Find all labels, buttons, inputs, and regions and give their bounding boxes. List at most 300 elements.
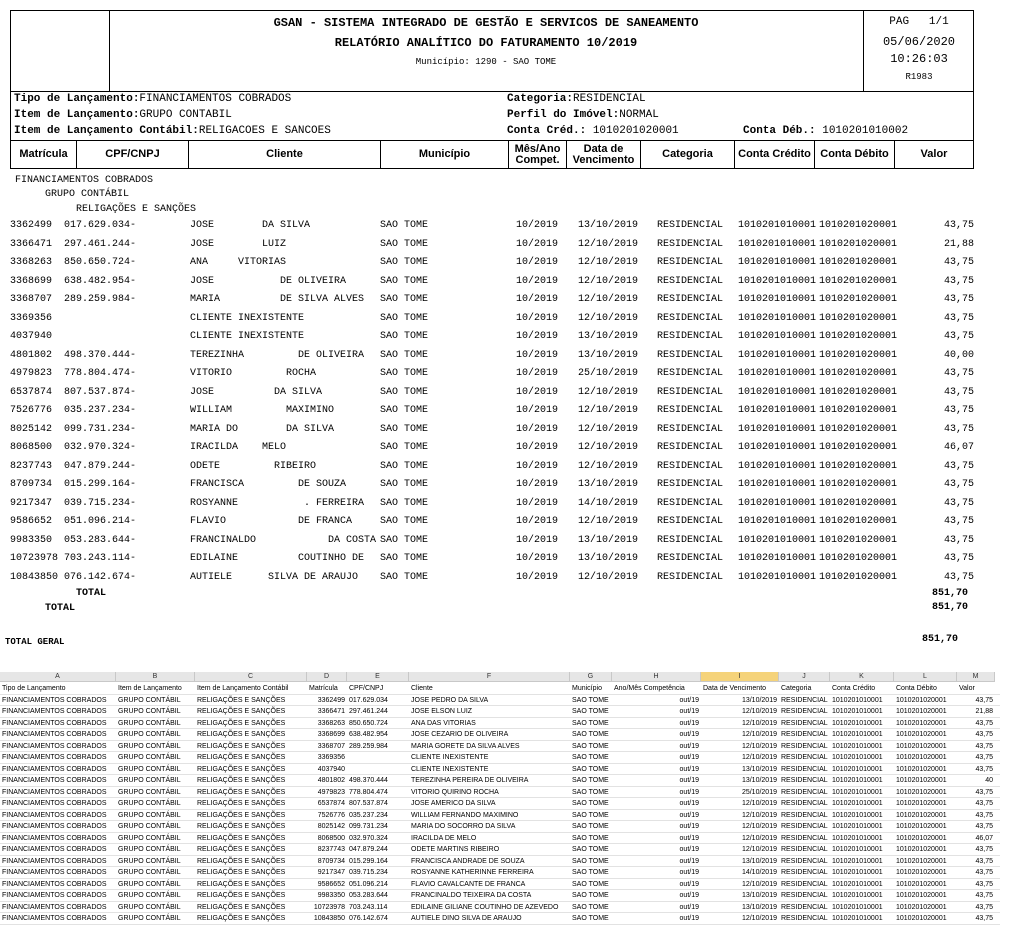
spreadsheet-cell[interactable]: 1010201020001 — [896, 696, 947, 704]
spreadsheet-cell[interactable]: 13/10/2019 — [741, 696, 777, 704]
report-cell: 1010201020001 — [819, 516, 898, 527]
spreadsheet-cell[interactable]: 43,75 — [975, 696, 993, 704]
spreadsheet-cell[interactable]: 43,75 — [975, 915, 993, 922]
spreadsheet-cell[interactable]: 1010201010001 — [832, 857, 883, 865]
spreadsheet-cell[interactable]: RELIGAÇÕES E SANÇÕES — [197, 788, 286, 796]
spreadsheet-cell[interactable]: 12/10/2019 — [741, 846, 777, 853]
spreadsheet-cell[interactable]: FINANCIAMENTOS COBRADOS — [2, 742, 107, 750]
spreadsheet-cell[interactable]: 43,75 — [975, 788, 993, 796]
spreadsheet-cell[interactable]: ROSYANNE KATHERINNE FERREIRA — [411, 869, 534, 876]
spreadsheet-cell[interactable]: 1010201010001 — [832, 719, 883, 727]
spreadsheet-cell[interactable]: 1010201020001 — [896, 777, 947, 784]
spreadsheet-cell[interactable]: SAO TOME — [572, 915, 609, 922]
spreadsheet-cell[interactable]: 3366471 — [317, 708, 345, 715]
spreadsheet-cell[interactable]: 1010201010001 — [832, 777, 883, 784]
spreadsheet-cell[interactable]: 1010201020001 — [896, 915, 947, 922]
spreadsheet-cell[interactable]: out/19 — [679, 846, 699, 853]
spreadsheet-cell[interactable]: FINANCIAMENTOS COBRADOS — [2, 754, 107, 761]
spreadsheet-cell[interactable]: 1010201010001 — [832, 754, 883, 761]
spreadsheet-cell[interactable]: EDILAINE GILIANE COUTINHO DE AZEVEDO — [411, 903, 559, 911]
spreadsheet-cell[interactable]: RESIDENCIAL — [781, 788, 828, 796]
spreadsheet-cell[interactable]: FRANCINALDO TEIXEIRA DA COSTA — [411, 892, 532, 899]
spreadsheet-cell[interactable]: RELIGAÇÕES E SANÇÕES — [197, 915, 286, 922]
spreadsheet-cell[interactable]: 1010201010001 — [832, 869, 883, 876]
spreadsheet-cell[interactable]: 1010201020001 — [896, 869, 947, 876]
column-letter-b[interactable]: B — [116, 672, 195, 682]
report-cell: 1010201010001 — [738, 275, 817, 287]
spreadsheet-cell[interactable]: 10723978 — [313, 903, 345, 911]
column-letter-m[interactable]: M — [957, 672, 995, 682]
spreadsheet-cell[interactable]: 1010201020001 — [896, 811, 947, 819]
spreadsheet-cell[interactable]: out/19 — [679, 915, 699, 922]
spreadsheet-cell[interactable]: FINANCIAMENTOS COBRADOS — [2, 708, 107, 715]
column-letter-k[interactable]: K — [830, 672, 894, 682]
spreadsheet-cell[interactable]: 1010201020001 — [896, 846, 947, 853]
spreadsheet-cell[interactable]: 850.650.724 — [349, 719, 388, 727]
spreadsheet-cell[interactable]: 12/10/2019 — [741, 811, 777, 819]
spreadsheet-cell[interactable]: 1010201010001 — [832, 834, 883, 842]
spreadsheet-cell[interactable]: out/19 — [679, 742, 699, 750]
spreadsheet-cell[interactable]: 1010201020001 — [896, 754, 947, 761]
spreadsheet-cell[interactable]: CLIENTE INEXISTENTE — [411, 765, 489, 773]
spreadsheet-cell[interactable]: FINANCIAMENTOS COBRADOS — [2, 696, 107, 704]
spreadsheet-cell[interactable]: 1010201020001 — [896, 765, 947, 773]
column-letter-j[interactable]: J — [779, 672, 830, 682]
spreadsheet-cell[interactable]: SAO TOME — [572, 823, 609, 830]
spreadsheet-cell[interactable]: FINANCIAMENTOS COBRADOS — [2, 823, 107, 830]
spreadsheet-cell[interactable]: FINANCIAMENTOS COBRADOS — [2, 800, 107, 807]
spreadsheet-cell[interactable]: FINANCIAMENTOS COBRADOS — [2, 811, 107, 819]
spreadsheet-cell[interactable]: 1010201010001 — [832, 708, 883, 715]
spreadsheet-cell[interactable]: JOSE ELSON LUIZ — [411, 708, 473, 715]
spreadsheet-cell[interactable]: ANA DAS VITORIAS — [411, 719, 476, 727]
spreadsheet-cell[interactable]: 051.096.214 — [349, 880, 388, 888]
spreadsheet-cell[interactable]: 3368707 — [317, 742, 345, 750]
spreadsheet-cell[interactable]: out/19 — [679, 857, 699, 865]
spreadsheet-cell[interactable]: RESIDENCIAL — [781, 719, 828, 727]
spreadsheet-cell[interactable]: out/19 — [679, 708, 699, 715]
report-cell: 1010201010001 — [738, 553, 817, 564]
spreadsheet-cell[interactable]: 047.879.244 — [349, 846, 388, 853]
spreadsheet-cell[interactable]: 1010201010001 — [832, 811, 883, 819]
report-cell: 43,75 — [943, 516, 974, 527]
spreadsheet-cell[interactable]: 039.715.234 — [349, 869, 388, 876]
spreadsheet-cell[interactable]: 13/10/2019 — [741, 857, 777, 865]
spreadsheet-cell[interactable]: GRUPO CONTÁBIL — [118, 742, 181, 750]
spreadsheet-cell[interactable]: out/19 — [679, 788, 699, 796]
spreadsheet-cell[interactable]: RELIGAÇÕES E SANÇÕES — [197, 777, 286, 784]
spreadsheet-cell[interactable]: CLIENTE INEXISTENTE — [411, 754, 489, 761]
spreadsheet-cell[interactable]: SAO TOME — [572, 846, 609, 853]
spreadsheet-cell[interactable]: GRUPO CONTÁBIL — [118, 719, 181, 727]
spreadsheet-cell[interactable]: 43,75 — [975, 869, 993, 876]
spreadsheet-cell[interactable]: SAO TOME — [572, 857, 609, 865]
report-cell: RESIDENCIAL — [657, 553, 724, 564]
spreadsheet-cell[interactable]: 1010201020001 — [896, 731, 947, 738]
spreadsheet-cell[interactable]: 1010201020001 — [896, 719, 947, 727]
spreadsheet-cell[interactable]: 1010201020001 — [896, 788, 947, 796]
spreadsheet-cell[interactable]: GRUPO CONTÁBIL — [118, 915, 181, 922]
spreadsheet-cell[interactable]: RESIDENCIAL — [781, 754, 828, 761]
spreadsheet-cell[interactable]: GRUPO CONTÁBIL — [118, 708, 181, 715]
spreadsheet-cell[interactable]: Ano/Mês Competência — [614, 685, 685, 692]
spreadsheet-cell[interactable]: SAO TOME — [572, 788, 609, 796]
spreadsheet-cell[interactable]: out/19 — [679, 696, 699, 704]
spreadsheet-cell[interactable]: 778.804.474 — [349, 788, 388, 796]
spreadsheet-cell[interactable]: out/19 — [679, 880, 699, 888]
spreadsheet-cell[interactable]: GRUPO CONTÁBIL — [118, 834, 181, 842]
spreadsheet-cell[interactable]: 46,07 — [975, 834, 993, 842]
spreadsheet-cell[interactable]: RESIDENCIAL — [781, 846, 828, 853]
spreadsheet-cell[interactable]: RELIGAÇÕES E SANÇÕES — [197, 869, 286, 876]
spreadsheet-cell[interactable]: 43,75 — [975, 731, 993, 738]
spreadsheet-cell[interactable]: GRUPO CONTÁBIL — [118, 823, 181, 830]
spreadsheet-cell[interactable]: FINANCIAMENTOS COBRADOS — [2, 731, 107, 738]
spreadsheet-cell[interactable]: 3368699 — [317, 731, 345, 738]
spreadsheet-cell[interactable]: Matrícula — [309, 685, 338, 692]
spreadsheet-cell[interactable]: RESIDENCIAL — [781, 869, 828, 876]
spreadsheet-cell[interactable]: 1010201010001 — [832, 880, 883, 888]
spreadsheet-cell[interactable]: RELIGAÇÕES E SANÇÕES — [197, 880, 286, 888]
spreadsheet-cell[interactable]: 10843850 — [313, 915, 345, 922]
spreadsheet-cell[interactable]: 43,75 — [975, 823, 993, 830]
spreadsheet-cell[interactable]: GRUPO CONTÁBIL — [118, 777, 181, 784]
spreadsheet-cell[interactable]: 1010201010001 — [832, 696, 883, 704]
spreadsheet-cell[interactable]: 032.970.324 — [349, 834, 388, 842]
spreadsheet-cell[interactable]: Conta Crédito — [832, 685, 876, 692]
spreadsheet-cell[interactable]: RESIDENCIAL — [781, 834, 828, 842]
spreadsheet-cell[interactable]: 12/10/2019 — [741, 708, 777, 715]
spreadsheet-cell[interactable]: Município — [572, 685, 602, 692]
spreadsheet-cell[interactable]: 9586652 — [317, 880, 345, 888]
spreadsheet-cell[interactable]: 7526776 — [317, 811, 345, 819]
spreadsheet-cell[interactable]: JOSE CEZARIO DE OLIVEIRA — [411, 731, 509, 738]
spreadsheet-cell[interactable]: 1010201020001 — [896, 880, 947, 888]
spreadsheet-cell[interactable]: 1010201020001 — [896, 857, 947, 865]
report-cell: VITORIO ROCHA — [190, 368, 317, 379]
spreadsheet-cell[interactable]: 43,75 — [975, 754, 993, 761]
spreadsheet-cell[interactable]: RELIGAÇÕES E SANÇÕES — [197, 696, 286, 704]
spreadsheet-cell[interactable]: 8237743 — [317, 846, 345, 853]
spreadsheet-cell[interactable]: 43,75 — [975, 846, 993, 853]
column-letter-a[interactable]: A — [0, 672, 116, 682]
spreadsheet-cell[interactable]: FINANCIAMENTOS COBRADOS — [2, 834, 107, 842]
spreadsheet-cell[interactable]: ODETE MARTINS RIBEIRO — [411, 846, 500, 853]
spreadsheet-cell[interactable]: 43,75 — [975, 857, 993, 865]
spreadsheet-cell[interactable]: out/19 — [679, 731, 699, 738]
spreadsheet-cell[interactable]: 4979823 — [317, 788, 345, 796]
spreadsheet-cell[interactable]: RELIGAÇÕES E SANÇÕES — [197, 857, 286, 865]
column-letter-i[interactable]: I — [701, 672, 779, 682]
column-letter-c[interactable]: C — [195, 672, 307, 682]
spreadsheet-cell[interactable]: 8068500 — [317, 834, 345, 842]
spreadsheet-cell[interactable]: 076.142.674 — [349, 915, 388, 922]
spreadsheet-cell[interactable]: RESIDENCIAL — [781, 696, 828, 704]
spreadsheet-cell[interactable]: GRUPO CONTÁBIL — [118, 754, 181, 761]
spreadsheet-cell[interactable]: SAO TOME — [572, 834, 609, 842]
spreadsheet-cell[interactable]: 13/10/2019 — [741, 777, 777, 784]
spreadsheet-cell[interactable]: RELIGAÇÕES E SANÇÕES — [197, 903, 286, 911]
spreadsheet-cell[interactable]: out/19 — [679, 823, 699, 830]
spreadsheet-cell[interactable]: MARIA DO SOCORRO DA SILVA — [411, 823, 516, 830]
spreadsheet-cell[interactable]: out/19 — [679, 834, 699, 842]
spreadsheet-cell[interactable]: 43,75 — [975, 811, 993, 819]
spreadsheet-cell[interactable]: RESIDENCIAL — [781, 880, 828, 888]
spreadsheet-cell[interactable]: 43,75 — [975, 765, 993, 773]
spreadsheet-cell[interactable]: RELIGAÇÕES E SANÇÕES — [197, 823, 286, 830]
spreadsheet-cell[interactable]: 12/10/2019 — [741, 800, 777, 807]
spreadsheet-cell[interactable]: FINANCIAMENTOS COBRADOS — [2, 765, 107, 773]
spreadsheet-cell[interactable]: RELIGAÇÕES E SANÇÕES — [197, 719, 286, 727]
spreadsheet-cell[interactable]: RELIGAÇÕES E SANÇÕES — [197, 765, 286, 773]
spreadsheet-cell[interactable]: SAO TOME — [572, 892, 609, 899]
spreadsheet-cell[interactable]: 4801802 — [317, 777, 345, 784]
spreadsheet-cell[interactable]: GRUPO CONTÁBIL — [118, 800, 181, 807]
spreadsheet-cell[interactable]: JOSE AMERICO DA SILVA — [411, 800, 496, 807]
spreadsheet-cell[interactable]: 3368263 — [317, 719, 345, 727]
spreadsheet-cell[interactable]: JOSE PEDRO DA SILVA — [411, 696, 489, 704]
spreadsheet-cell[interactable]: 1010201010001 — [832, 731, 883, 738]
spreadsheet-cell[interactable]: SAO TOME — [572, 719, 609, 727]
spreadsheet-cell[interactable]: Item de Lançamento — [118, 685, 182, 692]
spreadsheet-cell[interactable]: Valor — [959, 685, 975, 692]
spreadsheet-cell[interactable]: 1010201010001 — [832, 903, 883, 911]
spreadsheet-cell[interactable]: 3369356 — [317, 754, 345, 761]
spreadsheet-cell[interactable]: out/19 — [679, 754, 699, 761]
spreadsheet-cell[interactable]: 43,75 — [975, 903, 993, 911]
spreadsheet-cell[interactable]: GRUPO CONTÁBIL — [118, 731, 181, 738]
spreadsheet-row — [0, 833, 1000, 845]
spreadsheet-cell[interactable]: GRUPO CONTÁBIL — [118, 788, 181, 796]
spreadsheet-cell[interactable]: SAO TOME — [572, 696, 609, 704]
spreadsheet-cell[interactable]: SAO TOME — [572, 765, 609, 773]
total-label: TOTAL — [45, 603, 76, 614]
spreadsheet-cell[interactable]: RESIDENCIAL — [781, 800, 828, 807]
spreadsheet-cell[interactable]: RESIDENCIAL — [781, 765, 828, 773]
spreadsheet-cell[interactable]: 638.482.954 — [349, 731, 388, 738]
spreadsheet-cell[interactable]: FINANCIAMENTOS COBRADOS — [2, 892, 107, 899]
spreadsheet-cell[interactable]: 1010201020001 — [896, 834, 947, 842]
spreadsheet-cell[interactable]: out/19 — [679, 892, 699, 899]
spreadsheet-cell[interactable]: RELIGAÇÕES E SANÇÕES — [197, 892, 286, 899]
spreadsheet-cell[interactable]: 1010201010001 — [832, 742, 883, 750]
spreadsheet-cell[interactable]: GRUPO CONTÁBIL — [118, 892, 181, 899]
column-letter-e[interactable]: E — [347, 672, 409, 682]
spreadsheet-cell[interactable]: RESIDENCIAL — [781, 915, 828, 922]
spreadsheet-cell[interactable]: SAO TOME — [572, 869, 609, 876]
spreadsheet-cell[interactable]: FINANCIAMENTOS COBRADOS — [2, 915, 107, 922]
spreadsheet-cell[interactable]: RESIDENCIAL — [781, 903, 828, 911]
column-letter-f[interactable]: F — [409, 672, 570, 682]
spreadsheet-cell[interactable]: 1010201010001 — [832, 846, 883, 853]
spreadsheet-cell[interactable]: RESIDENCIAL — [781, 892, 828, 899]
report-cell: 850.650.724- — [64, 257, 137, 268]
spreadsheet-cell[interactable]: GRUPO CONTÁBIL — [118, 903, 181, 911]
column-letter-g[interactable]: G — [570, 672, 612, 682]
spreadsheet-cell[interactable]: SAO TOME — [572, 731, 609, 738]
spreadsheet-cell[interactable]: SAO TOME — [572, 811, 609, 819]
report-cell: RESIDENCIAL — [657, 571, 724, 583]
spreadsheet-cell[interactable]: 13/10/2019 — [741, 892, 777, 899]
spreadsheet-cell[interactable]: out/19 — [679, 869, 699, 876]
spreadsheet-cell[interactable]: Conta Débito — [896, 685, 937, 692]
spreadsheet-cell[interactable]: 1010201010001 — [832, 823, 883, 830]
spreadsheet-cell[interactable]: RESIDENCIAL — [781, 857, 828, 865]
spreadsheet-cell[interactable]: GRUPO CONTÁBIL — [118, 811, 181, 819]
spreadsheet-cell[interactable]: Tipo de Lançamento — [2, 685, 66, 692]
spreadsheet-cell[interactable]: 43,75 — [975, 742, 993, 750]
spreadsheet-cell[interactable]: 13/10/2019 — [741, 903, 777, 911]
spreadsheet-cell[interactable]: 297.461.244 — [349, 708, 388, 715]
spreadsheet-cell[interactable]: 017.629.034 — [349, 696, 388, 704]
spreadsheet-cell[interactable]: 1010201020001 — [896, 903, 947, 911]
spreadsheet-cell[interactable]: FINANCIAMENTOS COBRADOS — [2, 880, 107, 888]
spreadsheet-cell[interactable]: RESIDENCIAL — [781, 708, 828, 715]
spreadsheet-cell[interactable]: RESIDENCIAL — [781, 742, 828, 750]
spreadsheet-cell[interactable]: 1010201010001 — [832, 915, 883, 922]
spreadsheet-cell[interactable]: 289.259.984 — [349, 742, 388, 750]
spreadsheet-cell[interactable]: 40 — [985, 777, 993, 784]
spreadsheet-cell[interactable]: FINANCIAMENTOS COBRADOS — [2, 903, 107, 911]
column-letter-d[interactable]: D — [307, 672, 347, 682]
spreadsheet-cell[interactable]: 703.243.114 — [349, 903, 388, 911]
spreadsheet-cell[interactable]: RELIGAÇÕES E SANÇÕES — [197, 834, 286, 842]
spreadsheet-cell[interactable]: 1010201010001 — [832, 788, 883, 796]
spreadsheet-cell[interactable]: out/19 — [679, 765, 699, 773]
spreadsheet-cell[interactable]: GRUPO CONTÁBIL — [118, 857, 181, 865]
spreadsheet-cell[interactable]: 12/10/2019 — [741, 742, 777, 750]
spreadsheet-cell[interactable]: FINANCIAMENTOS COBRADOS — [2, 846, 107, 853]
spreadsheet-cell[interactable]: RELIGAÇÕES E SANÇÕES — [197, 731, 286, 738]
spreadsheet-cell[interactable]: 1010201010001 — [832, 800, 883, 807]
spreadsheet-cell[interactable]: RELIGAÇÕES E SANÇÕES — [197, 742, 286, 750]
spreadsheet-cell[interactable]: 3362499 — [317, 696, 345, 704]
report-code: R1983 — [905, 72, 933, 82]
spreadsheet-cell[interactable]: 035.237.234 — [349, 811, 388, 819]
spreadsheet-cell[interactable]: FINANCIAMENTOS COBRADOS — [2, 777, 107, 784]
spreadsheet-cell[interactable]: FRANCISCA ANDRADE DE SOUZA — [411, 857, 525, 865]
spreadsheet-cell[interactable]: GRUPO CONTÁBIL — [118, 846, 181, 853]
spreadsheet-cell[interactable]: 9983350 — [317, 892, 345, 899]
spreadsheet-cell[interactable]: FINANCIAMENTOS COBRADOS — [2, 788, 107, 796]
spreadsheet-cell[interactable]: 12/10/2019 — [741, 754, 777, 761]
spreadsheet-cell[interactable]: 053.283.644 — [349, 892, 388, 899]
spreadsheet-cell[interactable]: 807.537.874 — [349, 800, 388, 807]
spreadsheet-cell[interactable]: 6537874 — [317, 800, 345, 807]
spreadsheet-cell[interactable]: SAO TOME — [572, 880, 609, 888]
spreadsheet-cell[interactable]: WILLIAM FERNANDO MAXIMINO — [411, 811, 519, 819]
spreadsheet-cell[interactable]: FINANCIAMENTOS COBRADOS — [2, 719, 107, 727]
spreadsheet-cell[interactable]: RESIDENCIAL — [781, 777, 828, 784]
spreadsheet-cell[interactable]: out/19 — [679, 719, 699, 727]
spreadsheet-cell[interactable]: SAO TOME — [572, 742, 609, 750]
spreadsheet-cell[interactable]: GRUPO CONTÁBIL — [118, 696, 181, 704]
spreadsheet-cell[interactable]: RESIDENCIAL — [781, 731, 828, 738]
spreadsheet-cell[interactable]: VITORIO QUIRINO ROCHA — [411, 788, 499, 796]
spreadsheet-cell[interactable]: GRUPO CONTÁBIL — [118, 765, 181, 773]
spreadsheet-cell[interactable]: 43,75 — [975, 892, 993, 899]
report-cell: 4037940 — [10, 331, 53, 342]
spreadsheet-cell[interactable]: Data de Vencimento — [703, 685, 767, 692]
column-header-row — [10, 140, 974, 169]
spreadsheet-cell[interactable]: 4037940 — [317, 765, 345, 773]
spreadsheet-cell[interactable]: SAO TOME — [572, 800, 609, 807]
spreadsheet-cell[interactable]: 25/10/2019 — [741, 788, 777, 796]
spreadsheet-cell[interactable]: 43,75 — [975, 719, 993, 727]
spreadsheet-cell[interactable]: Item de Lançamento Contábil — [197, 685, 289, 692]
spreadsheet-cell[interactable]: RELIGAÇÕES E SANÇÕES — [197, 800, 286, 807]
spreadsheet-cell[interactable]: RELIGAÇÕES E SANÇÕES — [197, 708, 286, 715]
spreadsheet-cell[interactable]: 12/10/2019 — [741, 880, 777, 888]
spreadsheet-cell[interactable]: 498.370.444 — [349, 777, 388, 784]
spreadsheet-cell[interactable]: 1010201020001 — [896, 742, 947, 750]
spreadsheet-cell[interactable]: 14/10/2019 — [741, 869, 777, 876]
spreadsheet-cell[interactable]: 8709734 — [317, 857, 345, 865]
spreadsheet-cell[interactable]: 21,88 — [975, 708, 993, 715]
spreadsheet-cell[interactable]: 1010201010001 — [832, 765, 883, 773]
spreadsheet-cell[interactable]: SAO TOME — [572, 754, 609, 761]
spreadsheet-cell[interactable]: 015.299.164 — [349, 857, 388, 865]
spreadsheet-cell[interactable]: 12/10/2019 — [741, 719, 777, 727]
spreadsheet-cell[interactable]: 1010201020001 — [896, 892, 947, 899]
spreadsheet-cell[interactable]: 1010201020001 — [896, 708, 947, 715]
spreadsheet-cell[interactable]: SAO TOME — [572, 708, 609, 715]
spreadsheet-cell[interactable]: 099.731.234 — [349, 823, 388, 830]
spreadsheet-cell[interactable]: 1010201020001 — [896, 823, 947, 830]
spreadsheet-cell[interactable]: 43,75 — [975, 880, 993, 888]
spreadsheet-cell[interactable]: MARIA GORETE DA SILVA ALVES — [411, 742, 520, 750]
spreadsheet-cell[interactable]: out/19 — [679, 811, 699, 819]
spreadsheet-cell[interactable]: Cliente — [411, 685, 433, 692]
spreadsheet-cell[interactable]: GRUPO CONTÁBIL — [118, 880, 181, 888]
spreadsheet-cell[interactable]: 1010201010001 — [832, 892, 883, 899]
spreadsheet-cell[interactable]: 12/10/2019 — [741, 731, 777, 738]
spreadsheet-cell[interactable]: GRUPO CONTÁBIL — [118, 869, 181, 876]
report-cell: 10/2019 — [516, 571, 559, 583]
report-cell: 099.731.234- — [64, 423, 137, 435]
column-letter-h[interactable]: H — [612, 672, 701, 682]
spreadsheet-cell[interactable]: 9217347 — [317, 869, 345, 876]
spreadsheet-cell[interactable]: FLAVIO CAVALCANTE DE FRANCA — [411, 880, 526, 888]
spreadsheet-cell[interactable]: out/19 — [679, 800, 699, 807]
spreadsheet-cell[interactable]: 12/10/2019 — [741, 823, 777, 830]
spreadsheet-cell[interactable]: Categoria — [781, 685, 812, 692]
spreadsheet-cell[interactable]: 1010201020001 — [896, 800, 947, 807]
spreadsheet-cell[interactable]: 12/10/2019 — [741, 834, 777, 842]
spreadsheet-cell[interactable]: RELIGAÇÕES E SANÇÕES — [197, 811, 286, 819]
column-letter-l[interactable]: L — [894, 672, 957, 682]
spreadsheet-cell[interactable]: RELIGAÇÕES E SANÇÕES — [197, 846, 286, 853]
spreadsheet-cell[interactable]: 13/10/2019 — [741, 765, 777, 773]
spreadsheet-cell[interactable]: RESIDENCIAL — [781, 811, 828, 819]
spreadsheet-cell[interactable]: RELIGAÇÕES E SANÇÕES — [197, 754, 286, 761]
spreadsheet-row — [0, 718, 1000, 730]
spreadsheet-cell[interactable]: TEREZINHA PEREIRA DE OLIVEIRA — [411, 777, 529, 784]
spreadsheet-cell[interactable]: SAO TOME — [572, 903, 609, 911]
spreadsheet-cell[interactable]: out/19 — [679, 777, 699, 784]
spreadsheet-cell[interactable]: out/19 — [679, 903, 699, 911]
spreadsheet-cell[interactable]: FINANCIAMENTOS COBRADOS — [2, 869, 107, 876]
spreadsheet-cell[interactable]: RESIDENCIAL — [781, 823, 828, 830]
spreadsheet-cell[interactable]: AUTIELE DINO SILVA DE ARAUJO — [411, 915, 522, 922]
spreadsheet-cell[interactable]: 43,75 — [975, 800, 993, 807]
spreadsheet-cell[interactable]: FINANCIAMENTOS COBRADOS — [2, 857, 107, 865]
spreadsheet-cell[interactable]: 8025142 — [317, 823, 345, 830]
spreadsheet-cell[interactable]: IRACILDA DE MELO — [411, 834, 477, 842]
spreadsheet-cell[interactable]: SAO TOME — [572, 777, 609, 784]
spreadsheet-cell[interactable]: CPF/CNPJ — [349, 685, 384, 692]
spreadsheet-cell[interactable]: 12/10/2019 — [741, 915, 777, 922]
